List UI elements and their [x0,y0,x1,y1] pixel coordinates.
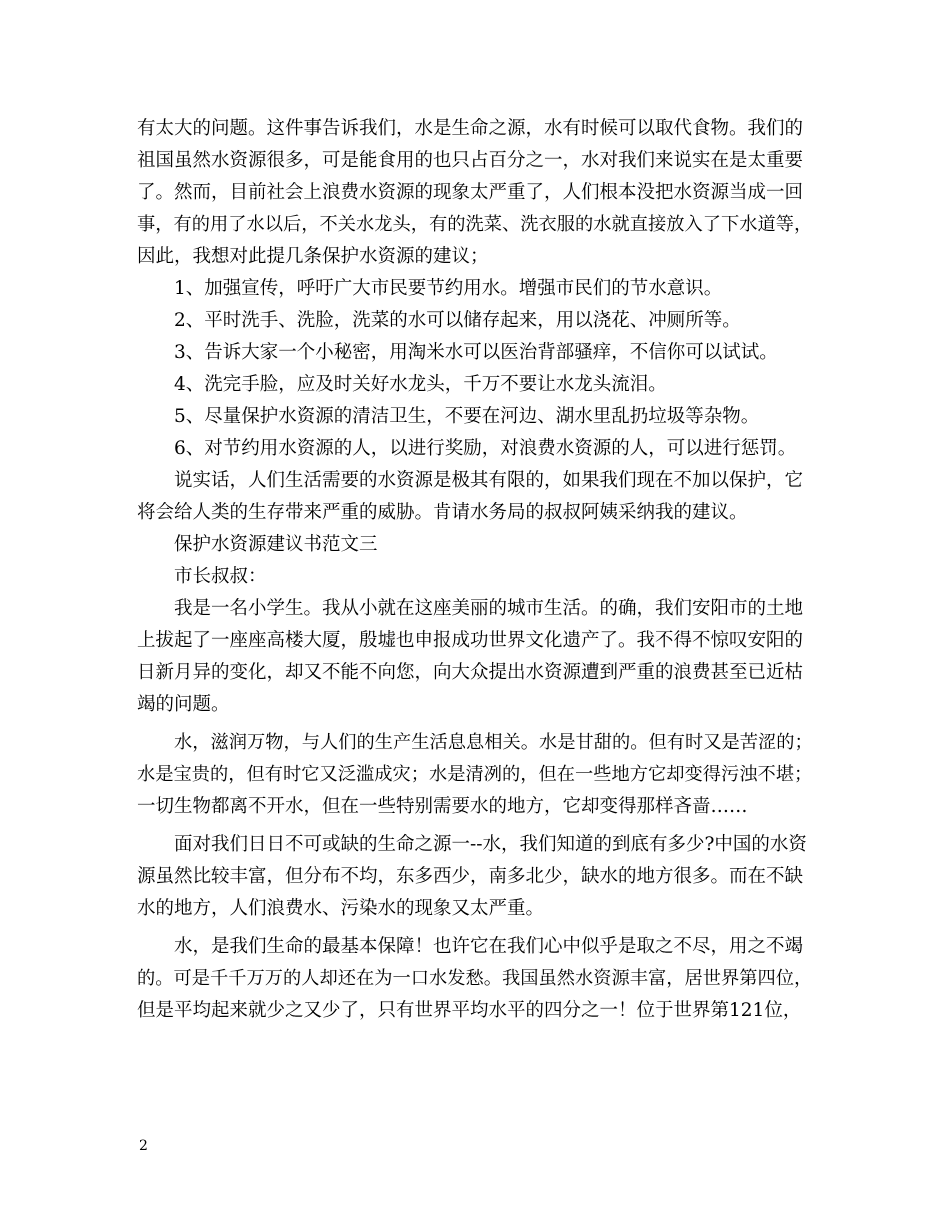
text-line: 上拔起了一座座高楼大厦，殷墟也申报成功世界文化遗产了。我不得不惊叹安阳的 [137,630,804,651]
text-line: 因此，我想对此提几条保护水资源的建议； [137,246,489,267]
text-line: 事，有的用了水以后，不关水龙头，有的洗菜、洗衣服的水就直接放入了下水道等， [137,214,813,235]
text-line: 水的地方，人们浪费水、污染水的现象又太严重。 [137,898,545,919]
text-line: 但是平均起来就少之又少了，只有世界平均水平的四分之一！位于世界第121位， [137,1000,802,1021]
text-line: 面对我们日日不可或缺的生命之源一--水，我们知道的到底有多少?中国的水资 [174,834,807,855]
text-line: 3、告诉大家一个小秘密，用淘米水可以医治背部骚痒，不信你可以试试。 [174,342,778,363]
text-line: 5、尽量保护水资源的清洁卫生，不要在河边、湖水里乱扔垃圾等杂物。 [174,406,760,427]
text-line: 1、加强宣传，呼吁广大市民要节约用水。增强市民们的节水意识。 [174,278,723,299]
document-body [137,113,817,1027]
text-line: 4、洗完手脸，应及时关好水龙头，千万不要让水龙头流泪。 [174,374,667,395]
text-line: 我是一名小学生。我从小就在这座美丽的城市生活。的确，我们安阳市的土地 [174,598,804,619]
text-line: 水，滋润万物，与人们的生产生活息息相关。水是甘甜的。但有时又是苦涩的； [174,732,813,753]
text-line: 源虽然比较丰富，但分布不均，东多西少，南多北少，缺水的地方很多。而在不缺 [137,866,804,887]
page-number: 2 [139,1138,148,1154]
text-line: 了。然而，目前社会上浪费水资源的现象太严重了，人们根本没把水资源当成一回 [137,182,804,203]
text-line: 一切生物都离不开水，但在一些特别需要水的地方，它却变得那样吝啬…… [137,796,748,817]
text-line: 有太大的问题。这件事告诉我们，水是生命之源，水有时候可以取代食物。我们的 [137,118,804,139]
text-line: 说实话，人们生活需要的水资源是极其有限的，如果我们现在不加以保护，它 [174,470,804,491]
text-line: 6、对节约用水资源的人，以进行奖励，对浪费水资源的人，可以进行惩罚。 [174,438,797,459]
text-line: 日新月异的变化，却又不能不向您，向大众提出水资源遭到严重的浪费甚至已近枯 [137,662,804,683]
text-line: 祖国虽然水资源很多，可是能食用的也只占百分之一，水对我们来说实在是太重要 [137,150,804,171]
text-line: 竭的问题。 [137,694,230,715]
text-line: 水，是我们生命的最基本保障！也许它在我们心中似乎是取之不尽，用之不竭 [174,936,804,957]
text-line: 将会给人类的生存带来严重的威胁。肯请水务局的叔叔阿姨采纳我的建议。 [137,502,748,523]
text-line: 水是宝贵的，但有时它又泛滥成灾；水是清冽的，但在一些地方它却变得污浊不堪； [137,764,813,785]
text-line: 的。可是千千万万的人却还在为一口水发愁。我国虽然水资源丰富，居世界第四位， [137,968,813,989]
text-line: 2、平时洗手、洗脸，洗菜的水可以储存起来，用以浇花、冲厕所等。 [174,310,741,331]
text-line: 保护水资源建议书范文三 [174,534,378,555]
text-line: 市长叔叔： [174,566,267,587]
